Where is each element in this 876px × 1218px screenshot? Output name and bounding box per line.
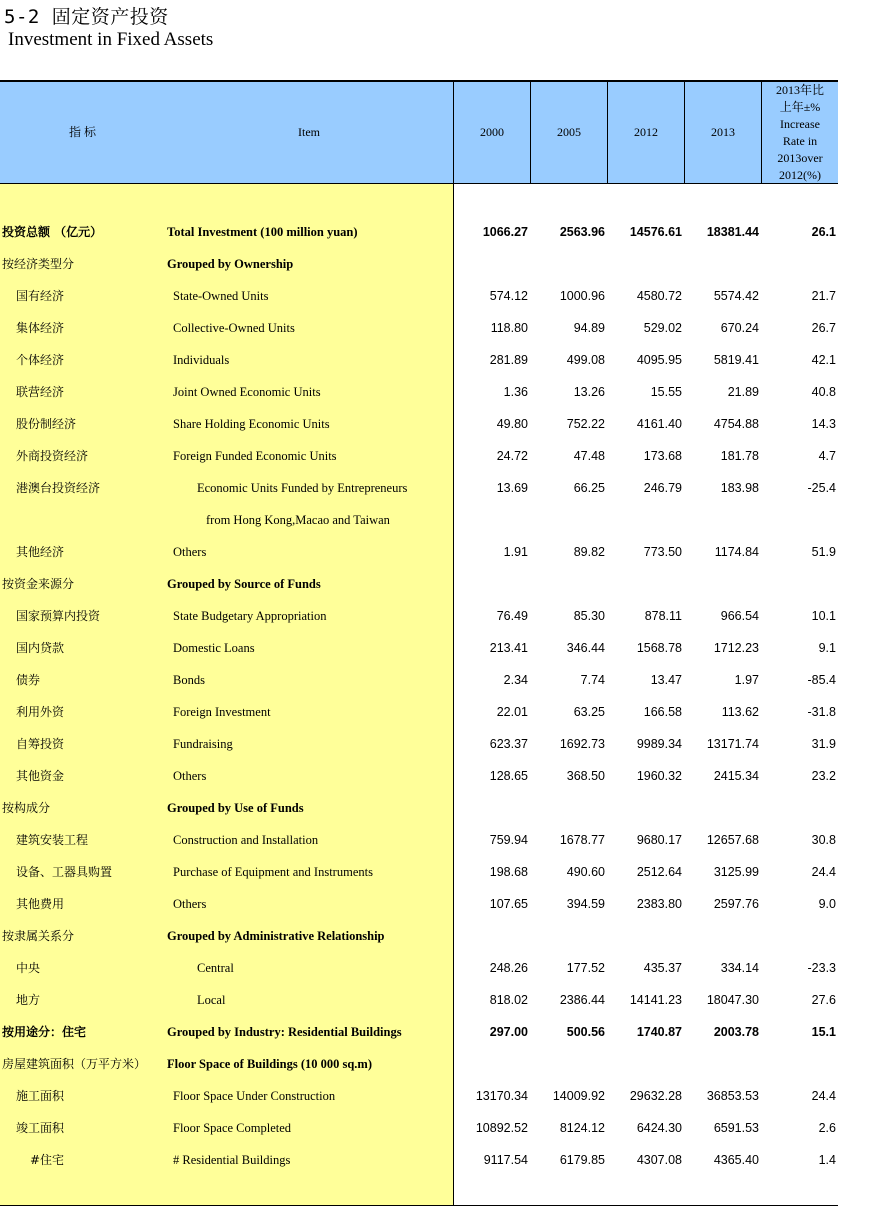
row-label-cn: 设备、工器具购置 [16,865,113,879]
row-label-cn: 地方 [16,993,41,1007]
row-value-year: 2597.76 [713,897,759,911]
row-label-cn: 国家预算内投资 [16,609,101,623]
table-bottom-border [0,1205,838,1206]
row-value-year: 499.08 [566,353,605,367]
row-value-year: 334.14 [720,961,759,975]
row-label-en: Grouped by Industry: Residential Buildings [167,1025,402,1039]
row-value-year: 246.79 [643,481,682,495]
row-label-en: Foreign Investment [173,705,271,719]
row-value-year: 4365.40 [713,1153,759,1167]
table-row [0,664,838,696]
row-value-year: 198.68 [489,865,528,879]
row-value-rate: 9.0 [818,897,836,911]
row-value-year: 2415.34 [713,769,759,783]
row-value-year: 89.82 [573,545,605,559]
row-value-year: 21.89 [727,385,759,399]
row-value-year: 24.72 [496,449,528,463]
row-value-year: 2003.78 [713,1025,759,1039]
table-row [0,1112,838,1144]
table-row [0,600,838,632]
table-row [0,1016,838,1048]
table-row [0,760,838,792]
row-value-year: 878.11 [644,609,682,623]
row-value-year: 368.50 [566,769,605,783]
row-value-year: 14576.61 [629,225,682,239]
row-value-rate: 42.1 [811,353,836,367]
row-value-rate: 30.8 [811,833,836,847]
row-label-en: Floor Space Under Construction [173,1089,336,1103]
row-value-rate: 4.7 [818,449,836,463]
row-label-cn: 国有经济 [16,289,65,303]
row-value-year: 1.36 [503,385,528,399]
header-indicator-label: 指 标 [68,125,96,139]
row-value-year: 9117.54 [483,1153,528,1167]
row-label-en: # Residential Buildings [173,1153,291,1167]
row-value-year: 94.89 [573,321,605,335]
row-label-en: Grouped by Ownership [167,257,294,271]
table-row [0,984,838,1016]
row-value-year: 1000.96 [559,289,605,303]
row-value-year: 759.94 [489,833,528,847]
row-label-cn: 竣工面积 [16,1121,65,1135]
row-label-cn: 施工面积 [16,1089,65,1103]
row-label-cn: 中央 [16,961,41,975]
table-row [0,376,838,408]
row-label-en: Collective-Owned Units [173,321,295,335]
row-value-year: 18047.30 [706,993,759,1007]
row-value-year: 9680.17 [636,833,682,847]
row-label-en: Floor Space of Buildings (10 000 sq.m) [167,1057,372,1071]
row-value-rate: 14.3 [811,417,836,431]
row-value-year: 12657.68 [706,833,759,847]
row-value-rate: 15.1 [811,1025,836,1039]
row-value-year: 4161.40 [636,417,682,431]
row-label-en: Local [197,993,226,1007]
row-value-rate: -25.4 [807,481,836,495]
row-value-year: 752.22 [566,417,605,431]
row-label-cn: 外商投资经济 [16,449,89,463]
row-value-year: 9989.34 [636,737,682,751]
row-label-cn: 国内贷款 [16,641,65,655]
table-row [0,856,838,888]
header-rate-line: Increase [780,116,820,131]
row-label-cn: 其他经济 [16,545,65,559]
row-value-rate: 26.1 [811,225,836,239]
header-year-label: 2012 [634,125,658,139]
row-value-year: 5819.41 [713,353,759,367]
row-value-year: 47.48 [573,449,605,463]
table-row [0,1080,838,1112]
header-year-label: 2000 [480,125,504,139]
row-value-year: 10892.52 [475,1121,528,1135]
row-value-year: 213.41 [489,641,528,655]
row-value-rate: -85.4 [807,673,836,687]
row-value-year: 1678.77 [559,833,605,847]
row-value-year: 2512.64 [636,865,682,879]
row-label-en: Fundraising [173,737,233,751]
header-rate [761,82,838,183]
header-year-2005 [530,82,607,183]
row-label-en: Central [197,961,234,975]
header-item [165,82,453,183]
row-value-year: 18381.44 [706,225,759,239]
row-value-year: 7.74 [580,673,605,687]
row-value-year: 76.49 [496,609,528,623]
row-value-year: 49.80 [496,417,528,431]
table-row [0,696,838,728]
row-label-en: Grouped by Source of Funds [167,577,321,591]
row-value-year: 85.30 [573,609,605,623]
header-indicator [0,82,165,183]
row-label-cn: 港澳台投资经济 [16,481,101,495]
table-row [0,408,838,440]
row-value-year: 297.00 [489,1025,528,1039]
table-row [0,504,838,536]
row-label-en: Others [173,545,207,559]
table-row [0,1048,838,1080]
row-label-cn: 自筹投资 [16,737,65,751]
header-item-label: Item [298,125,320,139]
row-label-cn: 利用外资 [16,705,65,719]
row-value-rate: 21.7 [811,289,836,303]
header-year-2013 [684,82,761,183]
row-value-rate: 31.9 [811,737,836,751]
row-value-year: 183.98 [720,481,759,495]
row-value-year: 1712.23 [713,641,759,655]
row-label-en: Construction and Installation [173,833,319,847]
row-value-year: 529.02 [643,321,682,335]
table-row [0,728,838,760]
header-rate-line: 2013over [777,150,823,165]
row-label-cn: 建筑安装工程 [16,833,89,847]
row-value-year: 1174.84 [714,545,759,559]
row-label-en: State-Owned Units [173,289,269,303]
row-value-year: 63.25 [573,705,605,719]
row-label-en: Foreign Funded Economic Units [173,449,337,463]
row-value-year: 6424.30 [636,1121,682,1135]
row-value-year: 4095.95 [636,353,682,367]
table-row [0,824,838,856]
header-year-label: 2013 [711,125,735,139]
row-label-cn: 投资总额 （亿元） [2,225,103,239]
table-row [0,792,838,824]
header-year-label: 2005 [557,125,581,139]
row-value-year: 773.50 [643,545,682,559]
row-value-year: 346.44 [566,641,605,655]
header-year-2012 [607,82,684,183]
table-row [0,920,838,952]
row-value-rate: 40.8 [811,385,836,399]
row-value-year: 5574.42 [713,289,759,303]
row-value-year: 181.78 [720,449,759,463]
row-value-year: 1.97 [734,673,759,687]
row-value-rate: 26.7 [811,321,836,335]
row-label-cn: 联营经济 [16,385,65,399]
header-rate-line: 2013年比 [775,82,824,97]
row-value-year: 394.59 [566,897,605,911]
table-row [0,632,838,664]
row-value-year: 14009.92 [552,1089,605,1103]
row-value-year: 14141.23 [629,993,682,1007]
row-value-year: 2383.80 [636,897,682,911]
row-value-year: 13.69 [496,481,528,495]
row-label-en: from Hong Kong,Macao and Taiwan [206,513,390,527]
row-value-rate: -23.3 [807,961,836,975]
row-label-en: Grouped by Use of Funds [167,801,304,815]
row-value-year: 435.37 [643,961,682,975]
row-value-year: 574.12 [489,289,528,303]
row-value-rate: 10.1 [811,609,836,623]
row-value-year: 13.47 [650,673,682,687]
row-value-year: 66.25 [573,481,605,495]
row-value-year: 13170.34 [475,1089,528,1103]
row-label-en: Domestic Loans [173,641,255,655]
row-value-year: 22.01 [496,705,528,719]
row-value-year: 6591.53 [713,1121,759,1135]
page-title-cn: 5-2 固定资产投资 [4,6,169,28]
row-label-cn: 个体经济 [16,353,65,367]
row-value-year: 281.89 [489,353,528,367]
row-value-rate: 27.6 [811,993,836,1007]
row-value-rate: 23.2 [811,769,836,783]
row-label-en: Floor Space Completed [173,1121,292,1135]
table-header [0,80,838,184]
row-label-en: Purchase of Equipment and Instruments [173,865,373,879]
row-value-year: 966.54 [720,609,759,623]
row-value-rate: 24.4 [811,1089,836,1103]
table-row [0,888,838,920]
row-value-year: 1568.78 [636,641,682,655]
row-value-year: 6179.85 [559,1153,605,1167]
row-value-year: 15.55 [650,385,682,399]
row-label-en: Share Holding Economic Units [173,417,330,431]
row-value-year: 4307.08 [636,1153,682,1167]
row-value-rate: 24.4 [811,865,836,879]
row-label-cn: 按资金来源分 [2,577,75,591]
row-value-year: 177.52 [566,961,605,975]
row-value-year: 1740.87 [636,1025,682,1039]
table-row [0,216,838,248]
table-row [0,472,838,504]
row-value-year: 1692.73 [559,737,605,751]
table-row [0,280,838,312]
row-label-en: Joint Owned Economic Units [173,385,321,399]
header-rate-line: 上年±% [779,99,821,114]
row-value-rate: 1.4 [818,1153,836,1167]
row-value-year: 29632.28 [629,1089,682,1103]
row-value-year: 4754.88 [713,417,759,431]
row-value-year: 500.56 [566,1025,605,1039]
row-label-en: Economic Units Funded by Entrepreneurs [197,481,408,495]
page-title-en: Investment in Fixed Assets [8,29,214,50]
row-label-cn: 其他费用 [16,897,65,911]
row-label-cn: 按隶属关系分 [2,929,75,943]
row-label-cn: 股份制经济 [16,417,77,431]
row-value-rate: 2.6 [818,1121,836,1135]
row-label-cn: 按构成分 [2,801,51,815]
row-value-year: 623.37 [489,737,528,751]
row-label-cn: 债券 [16,673,41,687]
row-value-year: 118.80 [490,321,528,335]
row-value-year: 3125.99 [713,865,759,879]
row-label-en: Bonds [173,673,205,687]
header-year-2000 [453,82,530,183]
header-rate-line: Rate in [782,133,818,148]
row-label-en: Others [173,769,207,783]
row-value-year: 128.65 [489,769,528,783]
table-row [0,568,838,600]
row-value-rate: 9.1 [818,641,836,655]
row-value-year: 4580.72 [636,289,682,303]
row-label-cn: 房屋建筑面积（万平方米） [2,1057,147,1071]
row-value-year: 490.60 [566,865,605,879]
table-row [0,344,838,376]
row-value-year: 2.34 [503,673,528,687]
row-value-year: 8124.12 [559,1121,605,1135]
row-value-year: 2386.44 [559,993,605,1007]
table-row [0,312,838,344]
row-value-year: 113.62 [721,705,759,719]
row-label-cn: 集体经济 [16,321,65,335]
row-label-en: Grouped by Administrative Relationship [167,929,385,943]
row-value-rate: 51.9 [811,545,836,559]
row-label-en: Individuals [173,353,230,367]
row-value-year: 670.24 [720,321,759,335]
table-row [0,952,838,984]
row-value-year: 13.26 [573,385,605,399]
row-value-year: 2563.96 [559,225,605,239]
row-value-year: 1066.27 [482,225,528,239]
table-row [0,248,838,280]
table-row [0,536,838,568]
row-label-en: Others [173,897,207,911]
header-rate-line: 2012(%) [779,167,821,182]
table-row [0,440,838,472]
row-label-cn: 其他资金 [16,769,65,783]
row-value-year: 248.26 [489,961,528,975]
row-label-en: Total Investment (100 million yuan) [167,225,358,239]
row-value-year: 107.65 [489,897,528,911]
row-value-year: 173.68 [643,449,682,463]
row-value-year: 818.02 [489,993,528,1007]
row-label-en: State Budgetary Appropriation [173,609,327,623]
row-label-cn: 按经济类型分 [2,257,75,271]
row-label-cn: #住宅 [30,1153,65,1167]
row-value-year: 166.58 [643,705,682,719]
table-row [0,1144,838,1176]
row-value-year: 13171.74 [706,737,759,751]
row-label-cn: 按用途分：住宅 [2,1025,87,1039]
row-value-year: 1.91 [503,545,528,559]
row-value-year: 36853.53 [706,1089,759,1103]
row-value-year: 1960.32 [636,769,682,783]
row-value-rate: -31.8 [807,705,836,719]
